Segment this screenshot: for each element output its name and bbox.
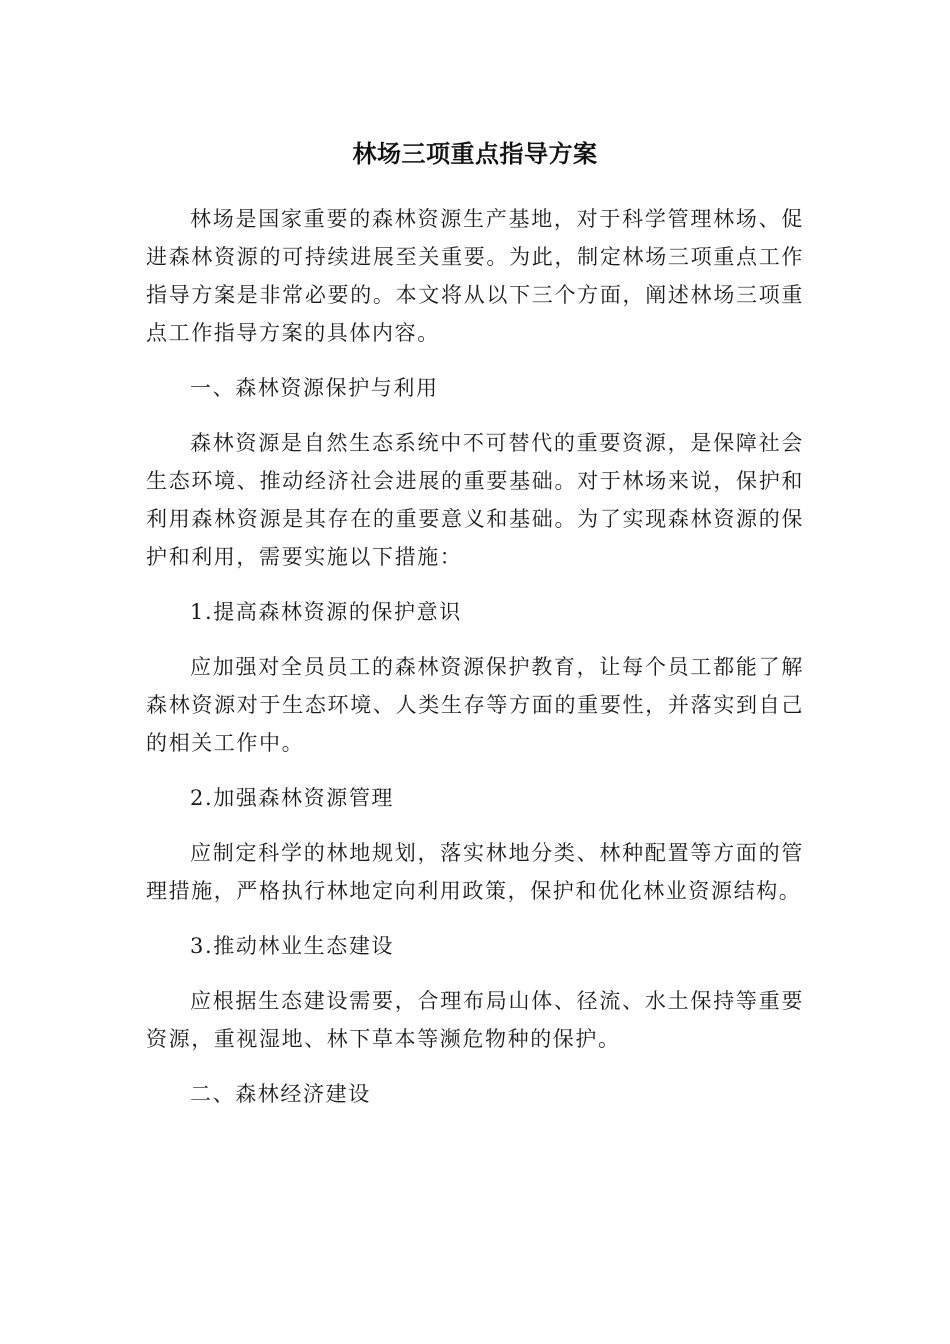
subheading-1-3: 3.推动林业生态建设	[190, 934, 395, 958]
subheading-1-1: 1.提高森林资源的保护意识	[190, 600, 462, 624]
subsection-1-3-paragraph: 应根据生态建设需要，合理布局山体、径流、水土保持等重要资源，重视湿地、林下草本等濒危物种的保护。	[146, 989, 804, 1051]
section-1-paragraph: 森林资源是自然生态系统中不可替代的重要资源，是保障社会生态环境、推动经济社会进展的重要基础。对于林场来说，保护和利用森林资源是其存在的重要意义和基础。为了实现森林资源的保护和利用，需要实施以下措施：	[146, 431, 804, 569]
document-title: 林场三项重点指导方案	[352, 140, 598, 168]
subsection-1-1-paragraph: 应加强对全员员工的森林资源保护教育，让每个员工都能了解森林资源对于生态环境、人类生存等方面的重要性，并落实到自己的相关工作中。	[146, 655, 804, 755]
section-heading-1: 一、森林资源保护与利用	[190, 376, 439, 400]
section-heading-2: 二、森林经济建设	[190, 1082, 371, 1106]
subsection-1-2-paragraph: 应制定科学的林地规划，落实林地分类、林种配置等方面的管理措施，严格执行林地定向利用政策，保护和优化林业资源结构。	[146, 841, 804, 903]
intro-paragraph: 林场是国家重要的森林资源生产基地，对于科学管理林场、促进森林资源的可持续进展至关重要。为此，制定林场三项重点工作指导方案是非常必要的。本文将从以下三个方面，阐述林场三项重点工作指导方案的具体内容。	[146, 207, 804, 345]
subheading-1-2: 2.加强森林资源管理	[190, 786, 395, 810]
